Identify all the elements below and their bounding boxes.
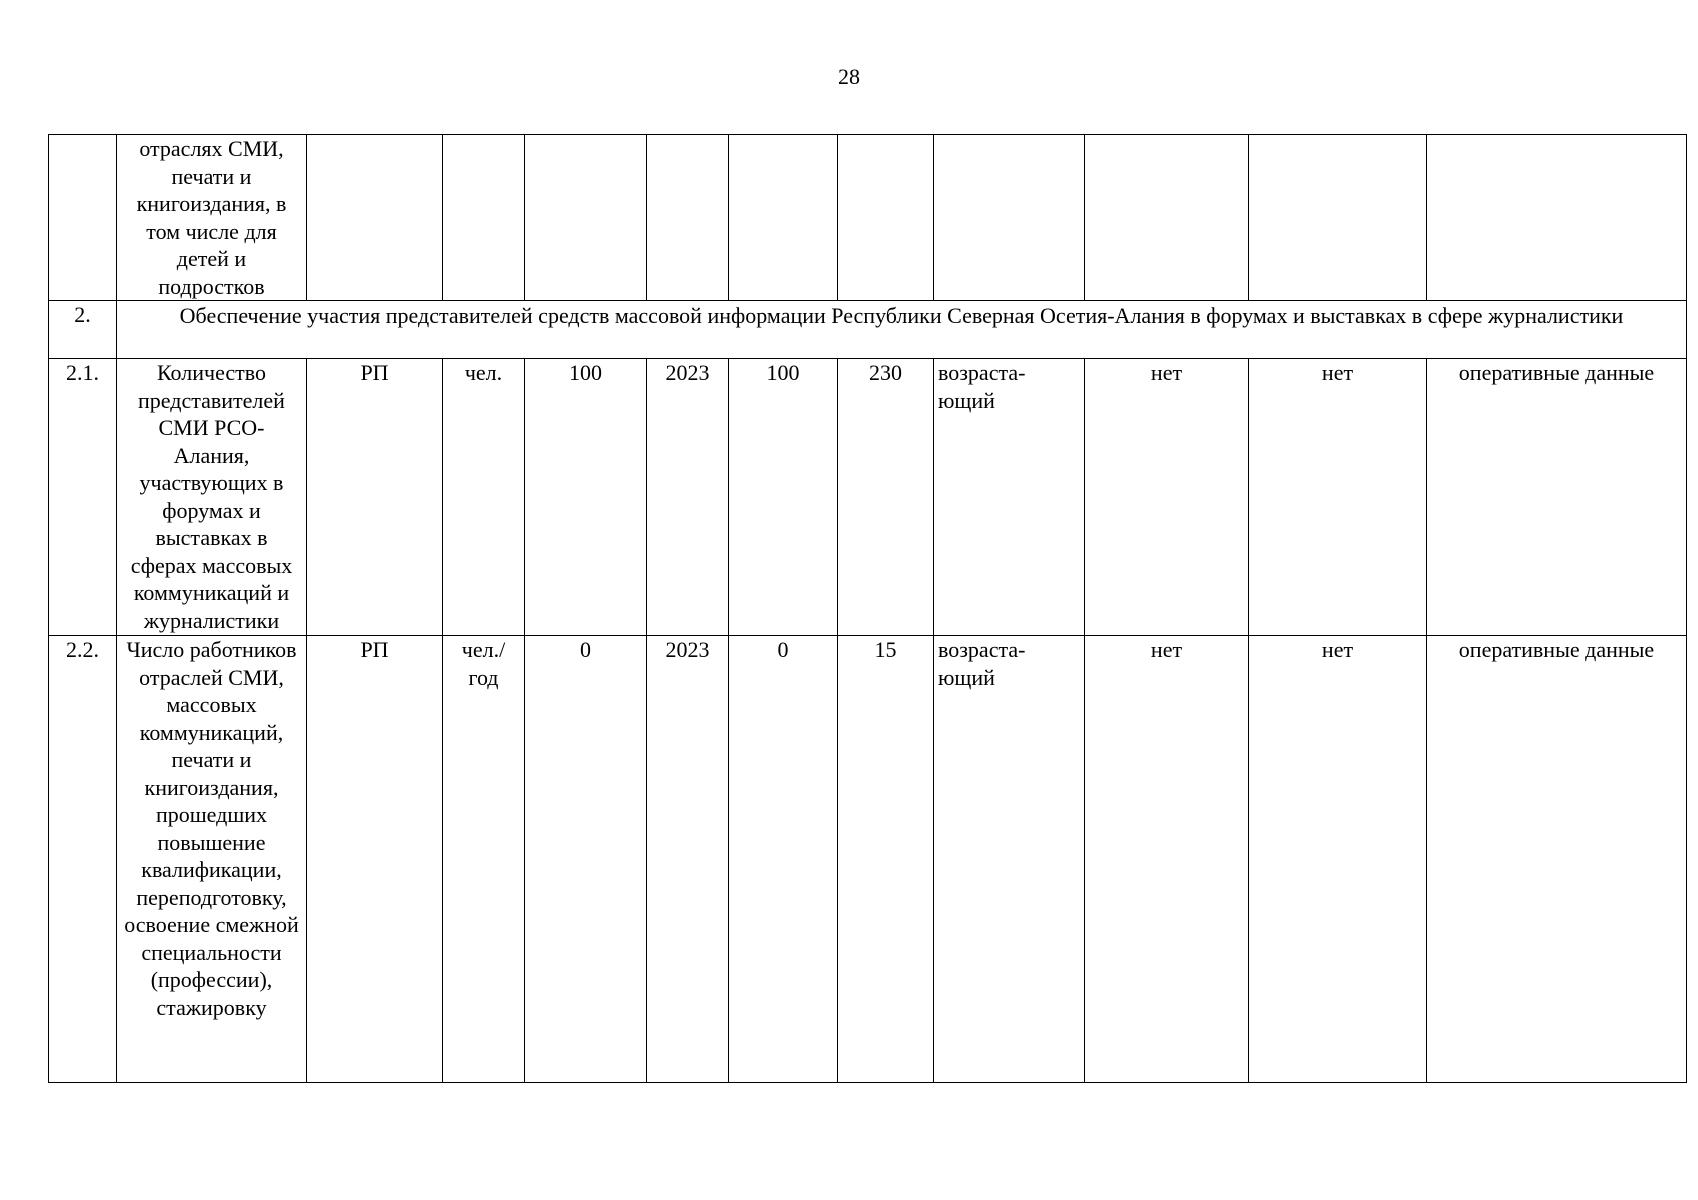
cell-source: оперативные данные — [1427, 359, 1687, 636]
cell-dynamics: возраста-ющий — [934, 636, 1085, 1083]
cell-level: РП — [307, 636, 443, 1083]
cell-base-year: 2023 — [647, 359, 729, 636]
cell-empty — [647, 135, 729, 301]
cell-base-value: 0 — [525, 636, 647, 1083]
section-title: Обеспечение участия представителей средств массовой информации Республики Северная Осетия-Алания в форумах и выставках в сфере журналистики — [117, 301, 1687, 359]
section-number: 2. — [49, 301, 117, 359]
cell-number: 2.1. — [49, 359, 117, 636]
indicators-table — [48, 134, 1687, 1083]
cell-empty — [443, 135, 525, 301]
cell-empty — [729, 135, 838, 301]
cell-empty — [307, 135, 443, 301]
cell-base-value: 100 — [525, 359, 647, 636]
cell-empty — [1085, 135, 1249, 301]
cell-value-2030: 15 — [838, 636, 934, 1083]
cell-empty — [1249, 135, 1427, 301]
cell-base-year: 2023 — [647, 636, 729, 1083]
cell-empty — [934, 135, 1085, 301]
cell-number — [49, 135, 117, 301]
cell-name: Число работников отраслей СМИ, массовых коммуникаций, печати и книгоиздания, прошедших повышение квалификации, переподготовку, освоение смежной специальности (профессии), стажировку — [117, 636, 307, 1083]
cell-col10: нет — [1085, 359, 1249, 636]
cell-name: Количество представителей СМИ РСО-Алания, участвующих в форумах и выставках в сферах массовых коммуникаций и журналистики — [117, 359, 307, 636]
cell-value-2024: 100 — [729, 359, 838, 636]
cell-col11: нет — [1249, 636, 1427, 1083]
table-row — [49, 636, 1687, 1083]
table-row-continued — [49, 135, 1687, 301]
cell-col10: нет — [1085, 636, 1249, 1083]
cell-name: отраслях СМИ, печати и книгоиздания, в том числе для детей и подростков — [117, 135, 307, 301]
cell-level: РП — [307, 359, 443, 636]
cell-empty — [525, 135, 647, 301]
page-number: 28 — [838, 64, 860, 89]
cell-dynamics: возраста-ющий — [934, 359, 1085, 636]
cell-value-2030: 230 — [838, 359, 934, 636]
table-row — [49, 359, 1687, 636]
cell-unit: чел. — [443, 359, 525, 636]
cell-col11: нет — [1249, 359, 1427, 636]
cell-value-2024: 0 — [729, 636, 838, 1083]
cell-unit: чел./ год — [443, 636, 525, 1083]
cell-source: оперативные данные — [1427, 636, 1687, 1083]
cell-empty — [838, 135, 934, 301]
cell-empty — [1427, 135, 1687, 301]
cell-number: 2.2. — [49, 636, 117, 1083]
section-row — [49, 301, 1687, 359]
